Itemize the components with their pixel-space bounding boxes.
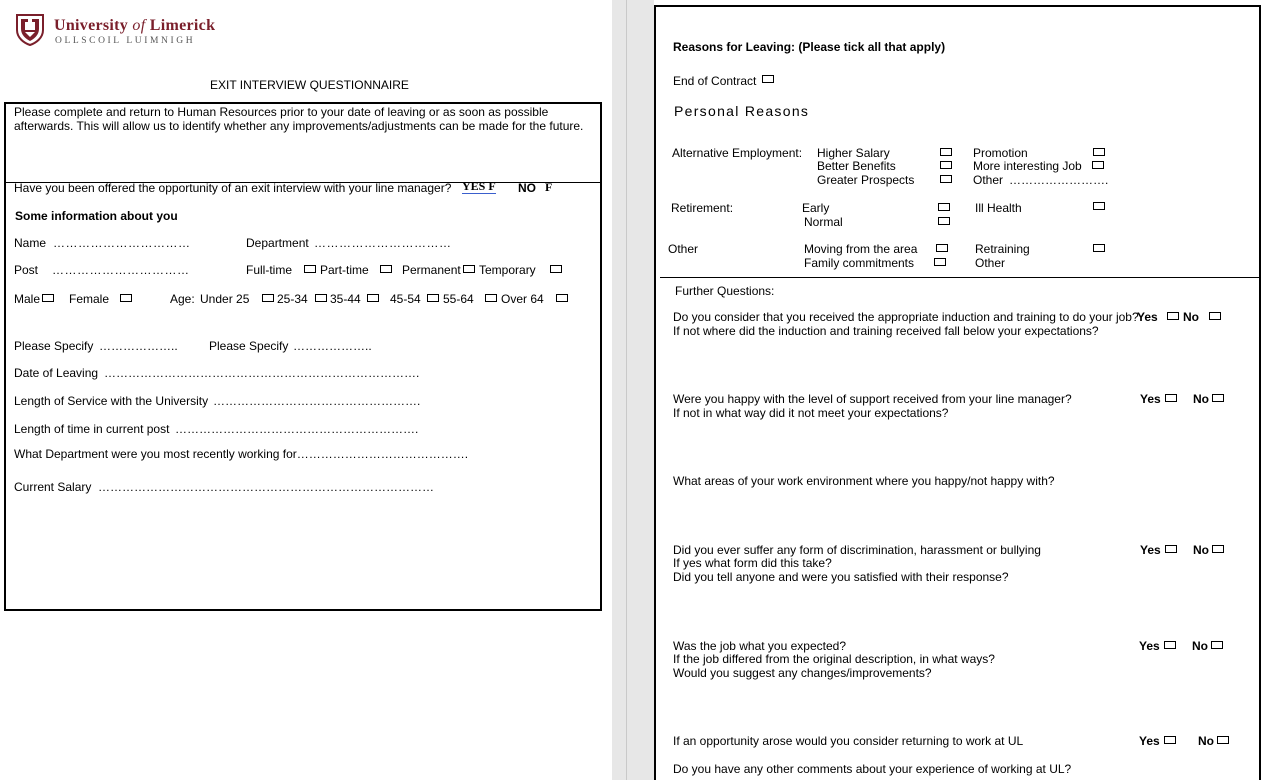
q2-yes-checkbox[interactable] xyxy=(1165,394,1177,402)
q1-yes-checkbox[interactable] xyxy=(1167,312,1179,320)
university-crest-icon xyxy=(13,12,47,46)
fulltime-label: Full-time xyxy=(246,263,293,277)
intro-line-1: Please complete and return to Human Resources prior to your date of leaving or as soon as possible xyxy=(14,105,549,119)
q6-no-label: No xyxy=(1198,734,1214,748)
other-reasons-label: Other xyxy=(668,242,699,256)
exit-interview-yes[interactable]: YES F xyxy=(462,179,496,193)
logo-subtitle: OLLSCOIL LUIMNIGH xyxy=(55,36,196,46)
more-interesting-label: More interesting Job xyxy=(973,159,1082,173)
q4-line-3: Did you tell anyone and were you satisfied with their response? xyxy=(673,570,1009,584)
normal-checkbox[interactable] xyxy=(938,217,950,225)
reasons-divider xyxy=(660,277,1261,278)
promotion-checkbox[interactable] xyxy=(1093,148,1105,156)
post-field[interactable]: …………………………… xyxy=(52,263,190,277)
further-questions-heading: Further Questions: xyxy=(675,284,775,298)
permanent-label: Permanent xyxy=(402,263,461,277)
other-personal-label: Other xyxy=(975,256,1006,270)
name-field[interactable]: …………………………… xyxy=(53,236,191,250)
q5-no-label: No xyxy=(1192,639,1208,653)
q5-yes-label: Yes xyxy=(1139,639,1160,653)
moving-checkbox[interactable] xyxy=(936,244,948,252)
q4-yes-label: Yes xyxy=(1140,543,1161,557)
temporary-label: Temporary xyxy=(479,263,536,277)
early-checkbox[interactable] xyxy=(938,203,950,211)
reasons-heading: Reasons for Leaving: (Please tick all that apply) xyxy=(673,40,946,54)
greater-prospects-label: Greater Prospects xyxy=(817,173,915,187)
length-service-label: Length of Service with the University xyxy=(14,394,209,408)
q1-line-2: If not where did the induction and training received fall below your expectations? xyxy=(673,324,1099,338)
end-contract-checkbox[interactable] xyxy=(762,75,774,83)
moving-label: Moving from the area xyxy=(804,242,918,256)
parttime-label: Part-time xyxy=(320,263,369,277)
q6-yes-label: Yes xyxy=(1139,734,1160,748)
q4-line-2: If yes what form did this take? xyxy=(673,556,832,570)
page-gutter-divider xyxy=(626,0,627,780)
q5-line-1: Was the job what you expected? xyxy=(673,639,846,653)
q2-no-label: No xyxy=(1193,392,1209,406)
q5-yes-checkbox[interactable] xyxy=(1164,641,1176,649)
alt-employment-label: Alternative Employment: xyxy=(672,146,803,160)
intro-line-2: afterwards. This will allow us to identify whether any improvements/adjustments can be made for the future. xyxy=(14,119,584,133)
department-label: Department xyxy=(246,236,309,250)
date-leaving-field[interactable]: ……………………………………………………………………. xyxy=(104,366,420,380)
length-service-field[interactable]: ……………………………………………. xyxy=(213,394,421,408)
q5-no-checkbox[interactable] xyxy=(1211,641,1223,649)
q7-line: Do you have any other comments about your experience of working at UL? xyxy=(673,762,1072,776)
age-45-54-label: 45-54 xyxy=(390,292,421,306)
retirement-label: Retirement: xyxy=(671,201,734,215)
q6-yes-checkbox[interactable] xyxy=(1164,736,1176,744)
fulltime-checkbox[interactable] xyxy=(304,265,316,273)
q1-yes-label: Yes xyxy=(1137,310,1158,324)
age-25-34-label: 25-34 xyxy=(277,292,308,306)
salary-field[interactable]: ………………………………………………………………………… xyxy=(98,480,434,494)
greater-prospects-checkbox[interactable] xyxy=(940,175,952,183)
age-under25-label: Under 25 xyxy=(200,292,250,306)
length-post-label: Length of time in current post xyxy=(14,422,170,436)
age-55-64-checkbox[interactable] xyxy=(485,294,497,302)
female-checkbox[interactable] xyxy=(120,294,132,302)
post-label: Post xyxy=(14,263,39,277)
parttime-checkbox[interactable] xyxy=(380,265,392,273)
q1-no-checkbox[interactable] xyxy=(1209,312,1221,320)
logo-title: University of Limerick xyxy=(54,17,216,34)
end-contract-label: End of Contract xyxy=(673,74,757,88)
q2-yes-label: Yes xyxy=(1140,392,1161,406)
family-checkbox[interactable] xyxy=(934,258,946,266)
age-55-64-label: 55-64 xyxy=(443,292,474,306)
salary-label: Current Salary xyxy=(14,480,92,494)
date-leaving-label: Date of Leaving xyxy=(14,366,99,380)
form-title: EXIT INTERVIEW QUESTIONNAIRE xyxy=(210,78,409,92)
temporary-checkbox[interactable] xyxy=(550,265,562,273)
specify-label-2: Please Specify xyxy=(209,339,289,353)
name-label: Name xyxy=(14,236,47,250)
q5-line-3: Would you suggest any changes/improvements? xyxy=(673,666,932,680)
female-label: Female xyxy=(69,292,110,306)
better-benefits-label: Better Benefits xyxy=(817,159,896,173)
q4-line-1: Did you ever suffer any form of discrimination, harassment or bullying xyxy=(673,543,1041,557)
personal-reasons-heading: Personal Reasons xyxy=(674,103,810,119)
q2-no-checkbox[interactable] xyxy=(1212,394,1224,402)
q1-line-1: Do you consider that you received the appropriate induction and training to do your job? xyxy=(673,310,1139,324)
specify-field-2[interactable]: ……………….. xyxy=(293,339,372,353)
section-title: Some information about you xyxy=(15,209,178,223)
permanent-checkbox[interactable] xyxy=(463,265,475,273)
early-label: Early xyxy=(802,201,830,215)
exit-interview-no-label: NO xyxy=(518,181,536,195)
retraining-checkbox[interactable] xyxy=(1093,244,1105,252)
exit-interview-question: Have you been offered the opportunity of an exit interview with your line manager? xyxy=(14,181,452,195)
length-post-field[interactable]: ……………………………………………………. xyxy=(175,422,419,436)
ill-health-label: Ill Health xyxy=(975,201,1022,215)
age-45-54-checkbox[interactable] xyxy=(427,294,439,302)
better-benefits-checkbox[interactable] xyxy=(940,161,952,169)
q3-line: What areas of your work environment where you happy/not happy with? xyxy=(673,474,1055,488)
normal-label: Normal xyxy=(804,215,843,229)
age-35-44-checkbox[interactable] xyxy=(367,294,379,302)
q2-line-2: If not in what way did it not meet your expectations? xyxy=(673,406,949,420)
other-employment-field[interactable]: ……………………. xyxy=(1009,173,1109,187)
family-label: Family commitments xyxy=(804,256,915,270)
age-over64-label: Over 64 xyxy=(501,292,544,306)
q4-no-checkbox[interactable] xyxy=(1212,545,1224,553)
q4-no-label: No xyxy=(1193,543,1209,557)
recent-department-question[interactable]: What Department were you most recently working for……………………………………. xyxy=(14,447,469,461)
q6-no-checkbox[interactable] xyxy=(1217,736,1229,744)
promotion-label: Promotion xyxy=(973,146,1028,160)
age-25-34-checkbox[interactable] xyxy=(315,294,327,302)
q5-line-2: If the job differed from the original description, in what ways? xyxy=(673,652,995,666)
male-checkbox[interactable] xyxy=(42,294,54,302)
retraining-label: Retraining xyxy=(975,242,1030,256)
age-label: Age: xyxy=(170,292,195,306)
q1-no-label: No xyxy=(1183,310,1199,324)
higher-salary-checkbox[interactable] xyxy=(940,148,952,156)
more-interesting-checkbox[interactable] xyxy=(1092,161,1104,169)
age-under25-checkbox[interactable] xyxy=(262,294,274,302)
form-box xyxy=(4,102,602,611)
ill-health-checkbox[interactable] xyxy=(1093,202,1105,210)
age-over64-checkbox[interactable] xyxy=(556,294,568,302)
male-label: Male xyxy=(14,292,41,306)
q2-line-1: Were you happy with the level of support received from your line manager? xyxy=(673,392,1072,406)
higher-salary-label: Higher Salary xyxy=(817,146,890,160)
page-gutter xyxy=(612,0,654,780)
other-employment-label: Other xyxy=(973,173,1004,187)
q4-yes-checkbox[interactable] xyxy=(1165,545,1177,553)
exit-interview-no[interactable]: F xyxy=(545,180,553,194)
age-35-44-label: 35-44 xyxy=(330,292,361,306)
department-field[interactable]: …………………………… xyxy=(314,236,452,250)
specify-field-1[interactable]: ……………….. xyxy=(99,339,178,353)
q6-line: If an opportunity arose would you consider returning to work at UL xyxy=(673,734,1024,748)
specify-label-1: Please Specify xyxy=(14,339,94,353)
